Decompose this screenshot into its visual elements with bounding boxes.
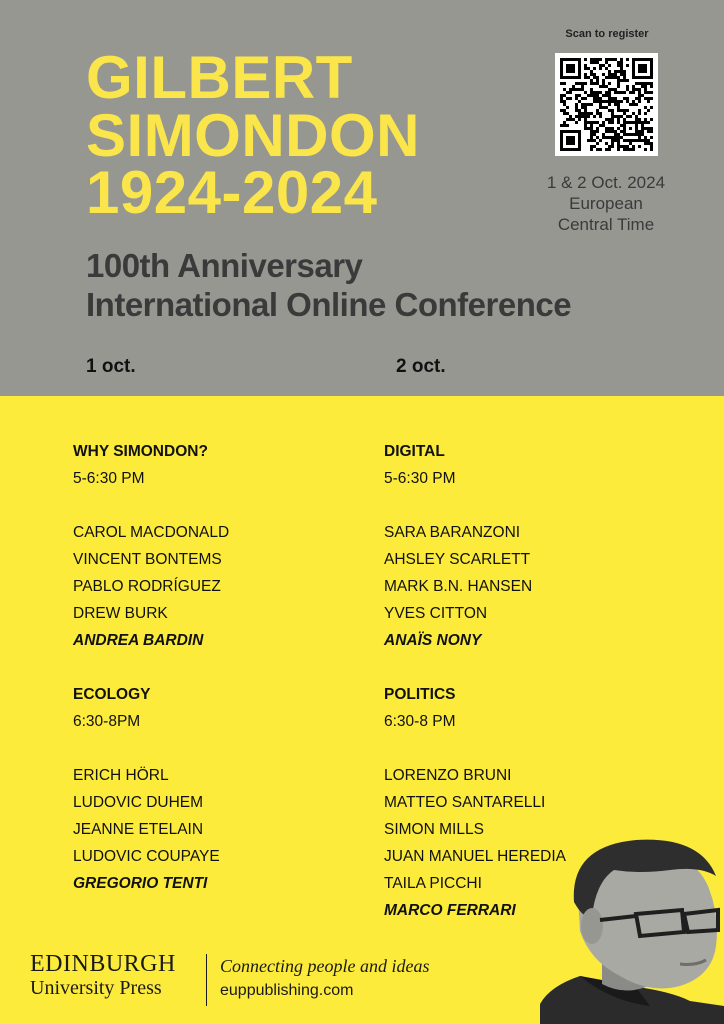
- event-date-line-3: Central Time: [557, 215, 655, 234]
- qr-code-icon[interactable]: [555, 53, 658, 156]
- speaker: VINCENT BONTEMS: [73, 551, 222, 568]
- session-chair: MARCO FERRARI: [384, 902, 516, 919]
- day-label-2: 2 oct.: [396, 356, 446, 377]
- day-1-program: [73, 438, 373, 897]
- speaker: DREW BURK: [73, 605, 168, 622]
- subtitle-line-1: 100th Anniversary: [86, 247, 363, 284]
- session-time: 6:30-8PM: [73, 713, 141, 730]
- session-title: ECOLOGY: [73, 686, 151, 703]
- speaker: ERICH HÖRL: [73, 767, 169, 784]
- speaker: LUDOVIC DUHEM: [73, 794, 204, 811]
- title-line-3: 1924-2024: [86, 159, 378, 226]
- session-time: 5-6:30 PM: [73, 470, 145, 487]
- day-label-1: 1 oct.: [86, 356, 136, 377]
- speaker: TAILA PICCHI: [384, 875, 482, 892]
- session-chair: GREGORIO TENTI: [73, 875, 208, 892]
- title-line-1: GILBERT: [86, 44, 353, 111]
- publisher-name-line-1: EDINBURGH: [30, 951, 176, 977]
- footer-divider: [206, 954, 207, 1006]
- event-date-line-2: European: [569, 194, 643, 213]
- speaker: YVES CITTON: [384, 605, 488, 622]
- session-title: DIGITAL: [384, 443, 445, 460]
- publisher-website-link[interactable]: euppublishing.com: [220, 982, 354, 999]
- speaker: LUDOVIC COUPAYE: [73, 848, 220, 865]
- publisher-name-line-2: University Press: [30, 977, 162, 999]
- session-chair: ANAÏS NONY: [384, 632, 482, 649]
- speaker: CAROL MACDONALD: [73, 524, 230, 541]
- speaker: MATTEO SANTARELLI: [384, 794, 546, 811]
- speaker: SIMON MILLS: [384, 821, 484, 838]
- session-title: WHY SIMONDON?: [73, 443, 208, 460]
- session-title: POLITICS: [384, 686, 456, 703]
- event-date: [520, 172, 692, 235]
- publisher-tagline: Connecting people and ideas: [220, 956, 430, 976]
- session-chair: ANDREA BARDIN: [73, 632, 204, 649]
- speaker: JEANNE ETELAIN: [73, 821, 204, 838]
- speaker: LORENZO BRUNI: [384, 767, 512, 784]
- title-line-2: SIMONDON: [86, 102, 420, 169]
- speaker: JUAN MANUEL HEREDIA: [384, 848, 567, 865]
- speaker: PABLO RODRÍGUEZ: [73, 578, 221, 595]
- portrait-image: [540, 836, 724, 1024]
- subtitle-line-2: International Online Conference: [86, 286, 572, 323]
- session-time: 6:30-8 PM: [384, 713, 456, 730]
- speaker: AHSLEY SCARLETT: [384, 551, 531, 568]
- event-date-line-1: 1 & 2 Oct. 2024: [546, 173, 666, 192]
- publisher-logo: [30, 952, 198, 999]
- session-time: 5-6:30 PM: [384, 470, 456, 487]
- speaker: SARA BARANZONI: [384, 524, 521, 541]
- scan-label: Scan to register: [565, 28, 649, 40]
- speaker: MARK B.N. HANSEN: [384, 578, 533, 595]
